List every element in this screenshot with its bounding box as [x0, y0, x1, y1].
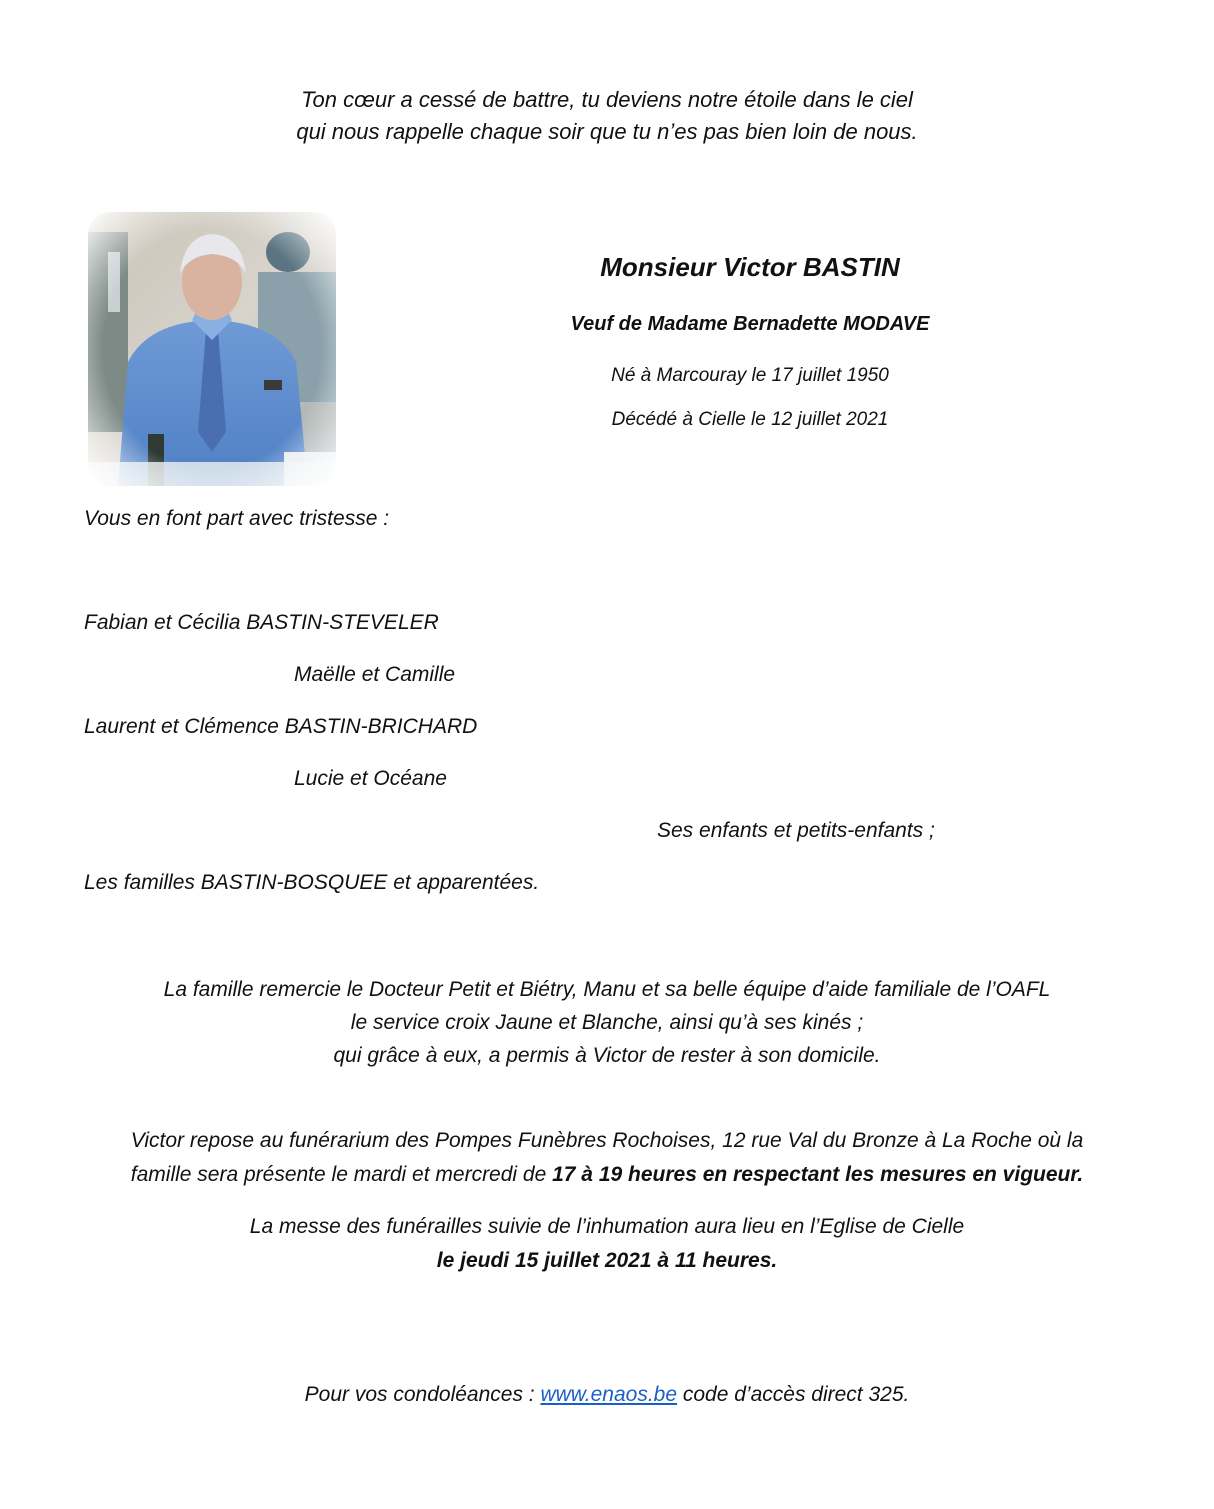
epigraph-line-1: Ton cœur a cessé de battre, tu deviens notre étoile dans le ciel	[301, 87, 913, 112]
portrait-image	[88, 212, 336, 486]
mass-line-1: La messe des funérailles suivie de l’inhumation aura lieu en l’Eglise de Cielle	[249, 1215, 965, 1238]
vigil-line-2-text: famille sera présente le mardi et mercredi de	[130, 1163, 553, 1186]
mass-date	[0, 1244, 1214, 1278]
thanks-paragraph	[0, 973, 1214, 1072]
epigraph	[0, 84, 1214, 148]
deceased-name: Monsieur Victor BASTIN	[600, 252, 900, 282]
epigraph-line-2: qui nous rappelle chaque soir que tu n’es pas bien loin de nous.	[296, 119, 918, 144]
birth-line: Né à Marcouray le 17 juillet 1950	[611, 365, 889, 386]
condolences-prefix: Pour vos condoléances :	[304, 1383, 541, 1406]
vigil-hours: 17 à 19 heures en respectant les mesures en vigueur.	[552, 1163, 1084, 1186]
thanks-line-3: qui grâce à eux, a permis à Victor de rester à son domicile.	[333, 1044, 881, 1067]
death-line: Décédé à Cielle le 12 juillet 2021	[611, 409, 889, 430]
portrait-photo	[88, 212, 336, 486]
condolences-line	[0, 1383, 1214, 1407]
announce-line: Vous en font part avec tristesse :	[84, 507, 390, 530]
vigil-line-2	[60, 1158, 1154, 1192]
thanks-line-2: le service croix Jaune et Blanche, ainsi qu’à ses kinés ;	[350, 1011, 864, 1034]
condolences-suffix: code d’accès direct 325.	[677, 1383, 910, 1406]
family-extended: Les familles BASTIN-BOSQUEE et apparentées.	[84, 871, 540, 894]
mass-date-text: le jeudi 15 juillet 2021 à 11 heures.	[436, 1249, 778, 1272]
mass-paragraph	[0, 1210, 1214, 1278]
condolences-link[interactable]: www.enaos.be	[540, 1383, 678, 1406]
family-couple-2: Laurent et Clémence BASTIN-BRICHARD	[84, 715, 478, 738]
family-couple-1: Fabian et Cécilia BASTIN-STEVELER	[84, 611, 439, 634]
thanks-line-1: La famille remercie le Docteur Petit et Biétry, Manu et sa belle équipe d’aide familiale de l’OAFL	[163, 978, 1051, 1001]
vigil-line-1: Victor repose au funérarium des Pompes Funèbres Rochoises, 12 rue Val du Bronze à La Roche où la	[130, 1129, 1084, 1152]
spouse-line: Veuf de Madame Bernadette MODAVE	[570, 313, 930, 335]
family-children-1: Maëlle et Camille	[294, 663, 456, 686]
family-summary: Ses enfants et petits-enfants ;	[657, 819, 935, 842]
vigil-paragraph	[60, 1124, 1154, 1192]
family-children-2: Lucie et Océane	[294, 767, 447, 790]
